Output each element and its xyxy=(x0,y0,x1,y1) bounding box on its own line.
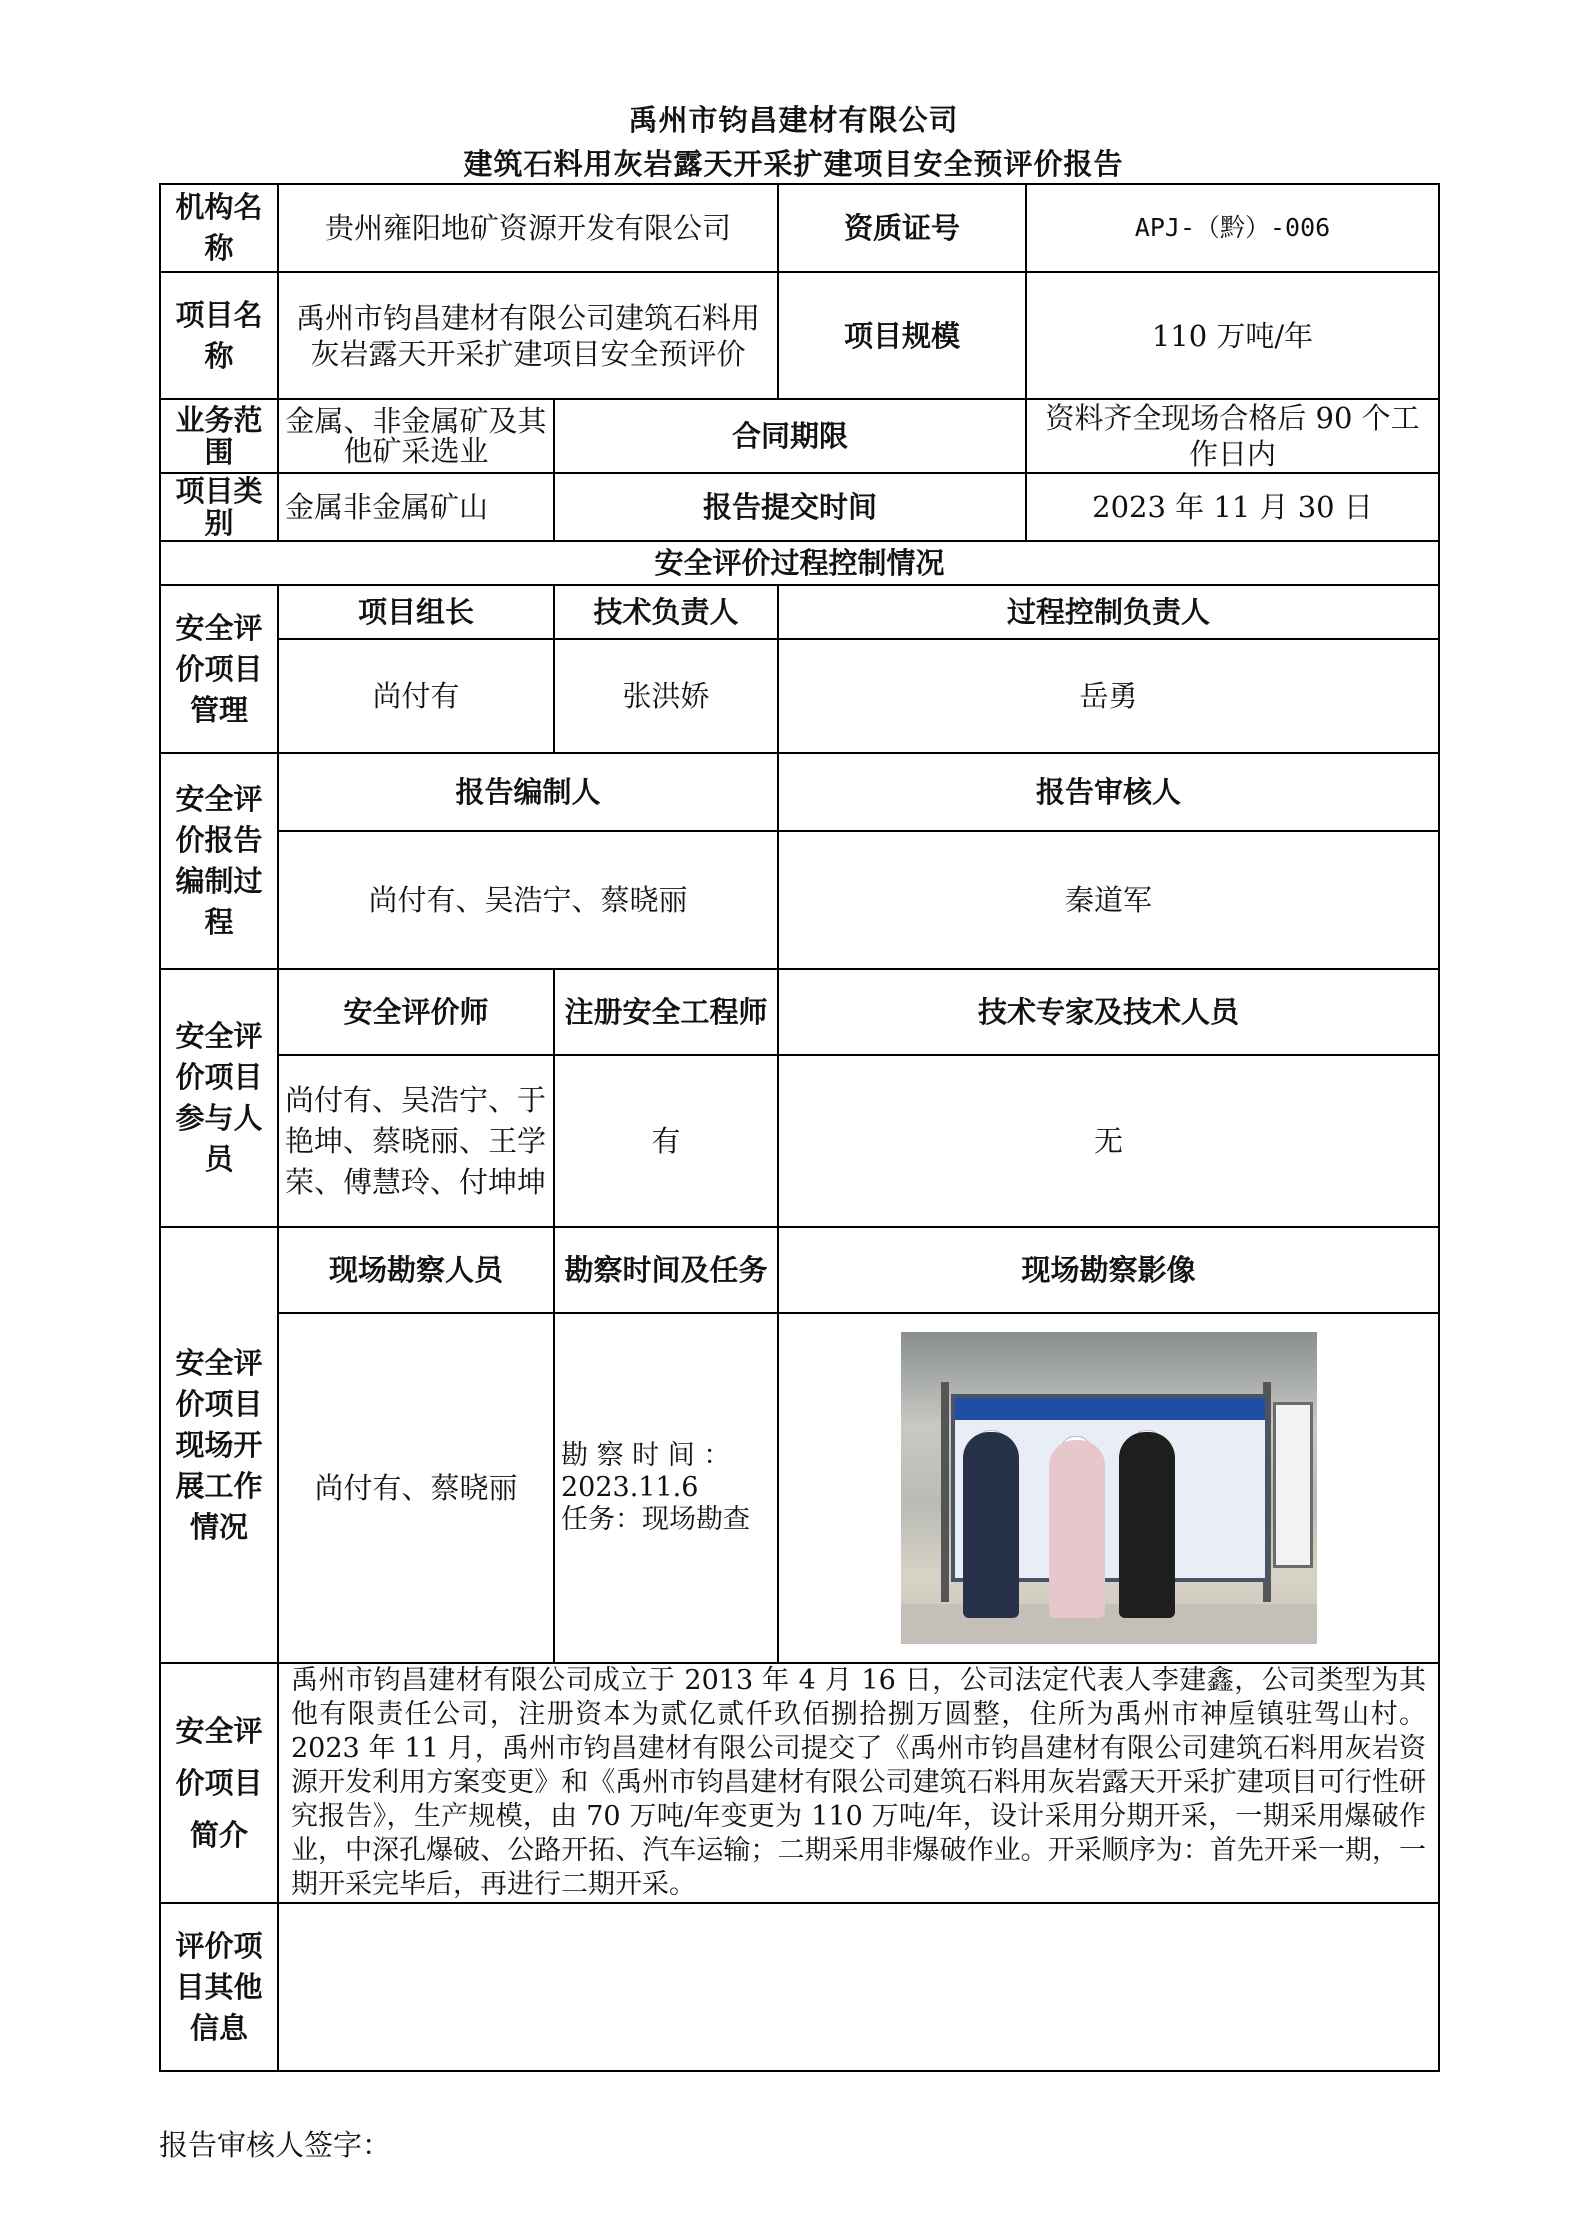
mgmt-ctrl: 岳勇 xyxy=(778,639,1439,753)
mgmt-leader-header: 项目组长 xyxy=(278,585,554,639)
survey-time-header: 勘察时间及任务 xyxy=(554,1227,778,1313)
cert-label: 资质证号 xyxy=(778,184,1026,272)
evaluation-info-table xyxy=(159,183,1440,2072)
site-survey-photo xyxy=(901,1332,1317,1644)
board-post-left xyxy=(941,1382,949,1602)
survey-people-header: 现场勘察人员 xyxy=(278,1227,554,1313)
business-label: 业务范围 xyxy=(160,399,278,473)
members-expert-header: 技术专家及技术人员 xyxy=(778,969,1439,1055)
side-board xyxy=(1273,1402,1313,1568)
project-value: 禹州市钧昌建材有限公司建筑石料用灰岩露天开采扩建项目安全预评价 xyxy=(278,272,778,399)
scale-label: 项目规模 xyxy=(778,272,1026,399)
row-business xyxy=(160,399,1439,473)
row-compile-header xyxy=(160,753,1439,831)
submit-label: 报告提交时间 xyxy=(554,473,1026,541)
row-survey-header xyxy=(160,1227,1439,1313)
scale-value: 110 万吨/年 xyxy=(1026,272,1439,399)
members-evaluator-header: 安全评价师 xyxy=(278,969,554,1055)
row-project xyxy=(160,272,1439,399)
reviewer-signature-label: 报告审核人签字： xyxy=(159,2128,392,2162)
members-engineer-header: 注册安全工程师 xyxy=(554,969,778,1055)
type-label: 项目类别 xyxy=(160,473,278,541)
survey-time-line1: 勘 察 时 间 ： xyxy=(561,1440,731,1471)
intro-text: 禹州市钧昌建材有限公司成立于 2013 年 4 月 16 日，公司法定代表人李建鑫，公司类型为其他有限责任公司，注册资本为贰亿贰仟玖佰捌拾捌万圆整，住所为禹州市神垕镇驻驾山村。2023 年 11 月，禹州市钧昌建材有限公司提交了《禹州市钧昌建材有限公司建筑石料用灰岩资源开发利用方案变更》和《禹州市钧昌建材有限公司建筑石料用灰岩露天开采扩建项目可行性研究报告》，生产规模，由 70 万吨/年变更为 110 万吨/年，设计采用分期开采，一期采用爆破作业，中深孔爆破、公路开拓、汽车运输；二期采用非爆破作业。开采顺序为：首先开采一期，一期开采完毕后，再进行二期开采。 xyxy=(278,1663,1439,1903)
row-type xyxy=(160,473,1439,541)
contract-label: 合同期限 xyxy=(554,399,1026,473)
business-value: 金属、非金属矿及其他矿采选业 xyxy=(278,399,554,473)
compile-reviewer: 秦道军 xyxy=(778,831,1439,969)
mgmt-tech: 张洪娇 xyxy=(554,639,778,753)
survey-time-line2: 2023.11.6 xyxy=(561,1472,699,1503)
other-label: 评价项目其他信息 xyxy=(160,1903,278,2071)
project-label: 项目名称 xyxy=(160,272,278,399)
mgmt-ctrl-header: 过程控制负责人 xyxy=(778,585,1439,639)
members-evaluator: 尚付有、吴浩宁、于艳坤、蔡晓丽、王学荣、傅慧玲、付坤坤 xyxy=(278,1055,554,1227)
row-members-header xyxy=(160,969,1439,1055)
compile-author-header: 报告编制人 xyxy=(278,753,778,831)
mgmt-leader: 尚付有 xyxy=(278,639,554,753)
compile-author: 尚付有、吴浩宁、蔡晓丽 xyxy=(278,831,778,969)
submit-value: 2023 年 11 月 30 日 xyxy=(1026,473,1439,541)
members-engineer: 有 xyxy=(554,1055,778,1227)
members-label: 安全评价项目参与人员 xyxy=(160,969,278,1227)
type-value: 金属非金属矿山 xyxy=(278,473,554,541)
person-left xyxy=(963,1432,1019,1618)
survey-image-cell xyxy=(778,1313,1439,1663)
survey-time-task xyxy=(554,1313,778,1663)
survey-people: 尚付有、蔡晓丽 xyxy=(278,1313,554,1663)
other-value xyxy=(278,1903,1439,2071)
org-value: 贵州雍阳地矿资源开发有限公司 xyxy=(278,184,778,272)
row-mgmt-header xyxy=(160,585,1439,639)
person-right xyxy=(1119,1432,1175,1618)
contract-value: 资料齐全现场合格后 90 个工作日内 xyxy=(1026,399,1439,473)
org-label: 机构名称 xyxy=(160,184,278,272)
mgmt-label: 安全评价项目管理 xyxy=(160,585,278,753)
row-intro xyxy=(160,1663,1439,1903)
row-members-values xyxy=(160,1055,1439,1227)
document-title-company: 禹州市钧昌建材有限公司 xyxy=(628,103,959,137)
compile-reviewer-header: 报告审核人 xyxy=(778,753,1439,831)
compile-label: 安全评价报告编制过程 xyxy=(160,753,278,969)
row-section-title xyxy=(160,541,1439,585)
members-expert: 无 xyxy=(778,1055,1439,1227)
row-survey-values xyxy=(160,1313,1439,1663)
row-compile-values xyxy=(160,831,1439,969)
row-other xyxy=(160,1903,1439,2071)
survey-label: 安全评价项目现场开展工作情况 xyxy=(160,1227,278,1663)
mgmt-tech-header: 技术负责人 xyxy=(554,585,778,639)
process-section-title: 安全评价过程控制情况 xyxy=(160,541,1439,585)
survey-image-header: 现场勘察影像 xyxy=(778,1227,1439,1313)
intro-label: 安全评价项目简介 xyxy=(160,1663,278,1903)
cert-value: APJ-（黔）-006 xyxy=(1026,184,1439,272)
row-mgmt-values xyxy=(160,639,1439,753)
survey-time-line3: 任务：现场勘查 xyxy=(561,1504,750,1535)
person-middle xyxy=(1049,1440,1105,1618)
document-title-report: 建筑石料用灰岩露天开采扩建项目安全预评价报告 xyxy=(463,147,1124,181)
row-organization xyxy=(160,184,1439,272)
